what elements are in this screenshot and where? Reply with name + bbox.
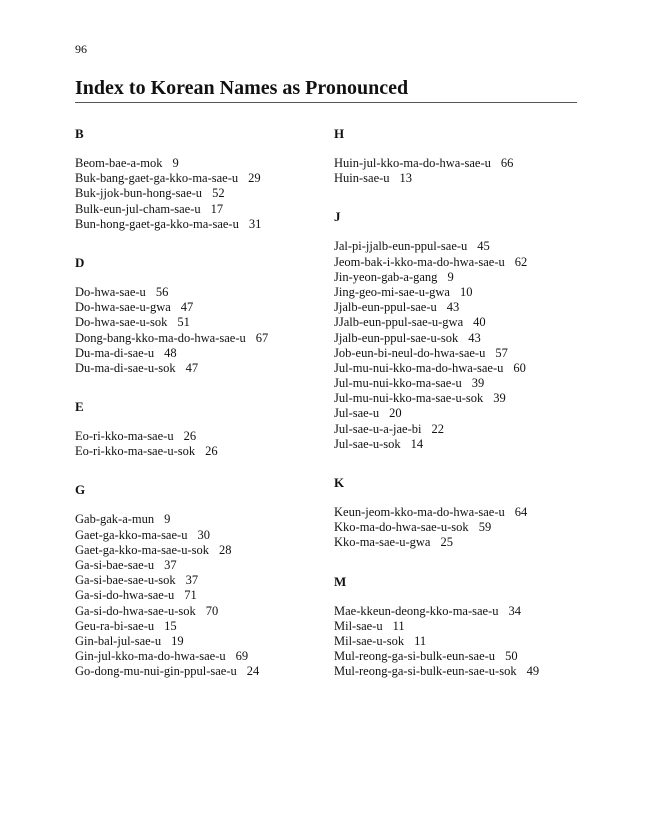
section-letter: D <box>75 254 85 270</box>
entry-name: Jul-sae-u-a-jae-bi <box>334 421 422 436</box>
index-section <box>75 255 330 376</box>
entry-page-number: 34 <box>508 603 522 618</box>
entry-page-number: 37 <box>185 573 199 588</box>
entry-name: JJalb-eun-ppul-sae-u-gwa <box>334 315 464 330</box>
index-entry <box>75 331 330 346</box>
entry-name: Bulk-eun-jul-cham-sae-u <box>75 201 201 216</box>
entry-name: Do-hwa-sae-u-sok <box>75 315 168 330</box>
index-section <box>334 209 589 452</box>
index-entry <box>75 558 330 573</box>
entry-name: Do-hwa-sae-u <box>75 284 146 299</box>
index-entry <box>334 520 589 535</box>
entry-name: Mil-sae-u <box>334 618 383 633</box>
entry-name: Jul-sae-u-sok <box>334 436 401 451</box>
index-entry <box>334 376 589 391</box>
entry-name: Mae-kkeun-deong-kko-ma-sae-u <box>334 603 499 618</box>
section-letter: K <box>334 475 345 490</box>
entry-page-number: 66 <box>500 156 514 170</box>
entry-name: Huin-jul-kko-ma-do-hwa-sae-u <box>334 156 491 170</box>
entry-page-number: 45 <box>477 239 490 254</box>
entry-page-number: 26 <box>183 429 197 444</box>
entry-name: Buk-bang-gaet-ga-kko-ma-sae-u <box>75 171 239 186</box>
entry-name: Mul-reong-ga-si-bulk-eun-sae-u-sok <box>334 664 517 679</box>
index-entry <box>75 315 330 330</box>
index-section <box>334 126 589 186</box>
index-entry <box>75 512 330 527</box>
entry-name: Jul-sae-u <box>334 406 380 421</box>
entry-name: Gin-jul-kko-ma-do-hwa-sae-u <box>75 649 226 664</box>
index-entry <box>75 171 330 186</box>
entry-page-number: 49 <box>526 664 540 679</box>
index-entry <box>334 315 589 330</box>
index-entry <box>75 202 330 217</box>
entry-page-number: 59 <box>478 520 492 535</box>
entry-page-number: 9 <box>172 156 179 170</box>
entry-name: Gab-gak-a-mun <box>75 512 155 527</box>
index-entry <box>75 528 330 543</box>
entry-name: Ga-si-do-hwa-sae-u-sok <box>75 603 196 618</box>
index-entry <box>334 619 589 634</box>
entry-page-number: 60 <box>513 360 526 375</box>
section-letter: J <box>334 209 341 225</box>
index-entry <box>334 171 589 186</box>
entry-name: Job-eun-bi-neul-do-hwa-sae-u <box>334 345 486 360</box>
index-entry <box>334 604 589 619</box>
section-letter: G <box>75 482 86 498</box>
entry-page-number: 11 <box>414 633 427 648</box>
entry-name: Geu-ra-bi-sae-u <box>75 618 155 633</box>
index-section <box>334 475 589 551</box>
index-entry <box>75 444 330 459</box>
index-column-right <box>334 126 589 703</box>
entry-name: Gin-bal-jul-sae-u <box>75 633 162 648</box>
index-entry <box>75 285 330 300</box>
entry-page-number: 13 <box>399 171 413 186</box>
entry-page-number: 30 <box>197 527 210 542</box>
entry-page-number: 14 <box>410 436 424 451</box>
index-column-left <box>75 126 330 703</box>
entry-page-number: 40 <box>473 315 486 330</box>
entry-page-number: 26 <box>205 444 218 459</box>
entry-name: Dong-bang-kko-ma-do-hwa-sae-u <box>75 330 246 345</box>
entry-name: Du-ma-di-sae-u-sok <box>75 360 176 375</box>
entry-page-number: 52 <box>212 186 225 201</box>
entry-page-number: 56 <box>155 284 169 299</box>
entry-page-number: 57 <box>495 345 508 360</box>
entry-page-number: 39 <box>493 391 506 406</box>
entry-page-number: 47 <box>180 300 194 315</box>
index-entry <box>75 361 330 376</box>
entry-name: Jul-mu-nui-kko-ma-do-hwa-sae-u <box>334 360 504 375</box>
index-entry <box>75 649 330 664</box>
index-entry <box>334 346 589 361</box>
entry-page-number: 62 <box>514 254 528 269</box>
entry-name: Jing-geo-mi-sae-u-gwa <box>334 284 450 299</box>
page-title: Index to Korean Names as Pronounced <box>75 77 577 103</box>
entry-name: Mil-sae-u-sok <box>334 633 405 648</box>
index-entry <box>75 429 330 444</box>
index-entry <box>75 634 330 649</box>
entry-page-number: 17 <box>210 201 224 216</box>
index-section <box>75 399 330 459</box>
entry-page-number: 15 <box>164 618 177 633</box>
page-number: 96 <box>75 42 87 56</box>
entry-page-number: 10 <box>459 284 473 299</box>
entry-name: Jul-mu-nui-kko-ma-sae-u-sok <box>334 391 484 406</box>
index-entry <box>75 573 330 588</box>
section-letter: B <box>75 126 84 141</box>
index-section <box>75 482 330 679</box>
entry-name: Keun-jeom-kko-ma-do-hwa-sae-u <box>334 505 505 519</box>
entry-page-number: 47 <box>185 360 199 375</box>
index-entry <box>334 255 589 270</box>
entry-name: Jul-mu-nui-kko-ma-sae-u <box>334 376 462 391</box>
index-entry <box>334 535 589 550</box>
index-entry <box>75 346 330 361</box>
index-entry <box>75 664 330 679</box>
index-entry <box>334 285 589 300</box>
entry-page-number: 20 <box>389 406 402 421</box>
index-entry <box>334 634 589 649</box>
entry-page-number: 25 <box>440 535 453 550</box>
entry-page-number: 9 <box>447 269 454 284</box>
entry-name: Ga-si-do-hwa-sae-u <box>75 588 175 603</box>
entry-name: Go-dong-mu-nui-gin-ppul-sae-u <box>75 664 237 679</box>
entry-page-number: 48 <box>164 345 177 360</box>
index-entry <box>75 604 330 619</box>
index-entry <box>334 270 589 285</box>
entry-name: Gaet-ga-kko-ma-sae-u-sok <box>75 542 209 557</box>
entry-page-number: 31 <box>248 216 262 231</box>
index-entry <box>334 239 589 254</box>
index-entry <box>334 156 589 171</box>
index-entry <box>334 437 589 452</box>
entry-page-number: 29 <box>248 171 261 186</box>
entry-page-number: 50 <box>505 649 518 664</box>
entry-name: Ga-si-bae-sae-u-sok <box>75 573 176 588</box>
index-entry <box>334 391 589 406</box>
entry-page-number: 9 <box>164 512 171 527</box>
entry-name: Bun-hong-gaet-ga-kko-ma-sae-u <box>75 216 239 231</box>
entry-name: Eo-ri-kko-ma-sae-u <box>75 429 174 444</box>
entry-name: Jjalb-eun-ppul-sae-u <box>334 300 437 315</box>
section-letter: H <box>334 126 345 141</box>
entry-name: Jal-pi-jjalb-eun-ppul-sae-u <box>334 239 468 254</box>
entry-name: Huin-sae-u <box>334 171 390 186</box>
index-entry <box>75 543 330 558</box>
index-entry <box>75 217 330 232</box>
index-entry <box>75 156 330 171</box>
entry-page-number: 70 <box>205 603 219 618</box>
entry-page-number: 43 <box>446 300 460 315</box>
entry-page-number: 11 <box>392 618 405 633</box>
entry-page-number: 51 <box>177 315 190 330</box>
entry-page-number: 28 <box>218 542 232 557</box>
index-entry <box>334 300 589 315</box>
index-entry <box>75 588 330 603</box>
entry-name: Mul-reong-ga-si-bulk-eun-sae-u <box>334 649 496 664</box>
entry-name: Beom-bae-a-mok <box>75 156 163 170</box>
entry-page-number: 24 <box>246 664 260 679</box>
entry-name: Jeom-bak-i-kko-ma-do-hwa-sae-u <box>334 254 505 269</box>
section-letter: M <box>334 573 347 589</box>
section-letter: E <box>75 399 84 415</box>
index-entry <box>75 186 330 201</box>
entry-page-number: 64 <box>514 505 528 519</box>
index-entry <box>334 664 589 679</box>
entry-page-number: 71 <box>184 588 197 603</box>
entry-page-number: 39 <box>471 376 485 391</box>
entry-page-number: 19 <box>171 633 184 648</box>
entry-page-number: 22 <box>431 421 444 436</box>
index-section <box>75 126 330 232</box>
entry-name: Do-hwa-sae-u-gwa <box>75 300 171 315</box>
entry-name: Gaet-ga-kko-ma-sae-u <box>75 527 188 542</box>
index-entry <box>334 406 589 421</box>
index-entry <box>334 422 589 437</box>
index-entry <box>334 331 589 346</box>
entry-name: Ga-si-bae-sae-u <box>75 558 155 572</box>
index-section <box>334 574 589 680</box>
entry-name: Jin-yeon-gab-a-gang <box>334 269 438 284</box>
entry-name: Kko-ma-do-hwa-sae-u-sok <box>334 520 469 535</box>
entry-page-number: 67 <box>255 330 269 345</box>
entry-name: Kko-ma-sae-u-gwa <box>334 535 431 550</box>
entry-name: Buk-jjok-bun-hong-sae-u <box>75 186 203 201</box>
entry-page-number: 43 <box>468 330 481 345</box>
index-entry <box>334 361 589 376</box>
entry-name: Jjalb-eun-ppul-sae-u-sok <box>334 330 459 345</box>
index-entry <box>334 649 589 664</box>
index-entry <box>75 300 330 315</box>
entry-name: Du-ma-di-sae-u <box>75 345 155 360</box>
entry-page-number: 37 <box>164 558 177 572</box>
index-entry <box>334 505 589 520</box>
entry-name: Eo-ri-kko-ma-sae-u-sok <box>75 444 196 459</box>
index-entry <box>75 619 330 634</box>
entry-page-number: 69 <box>235 649 249 664</box>
